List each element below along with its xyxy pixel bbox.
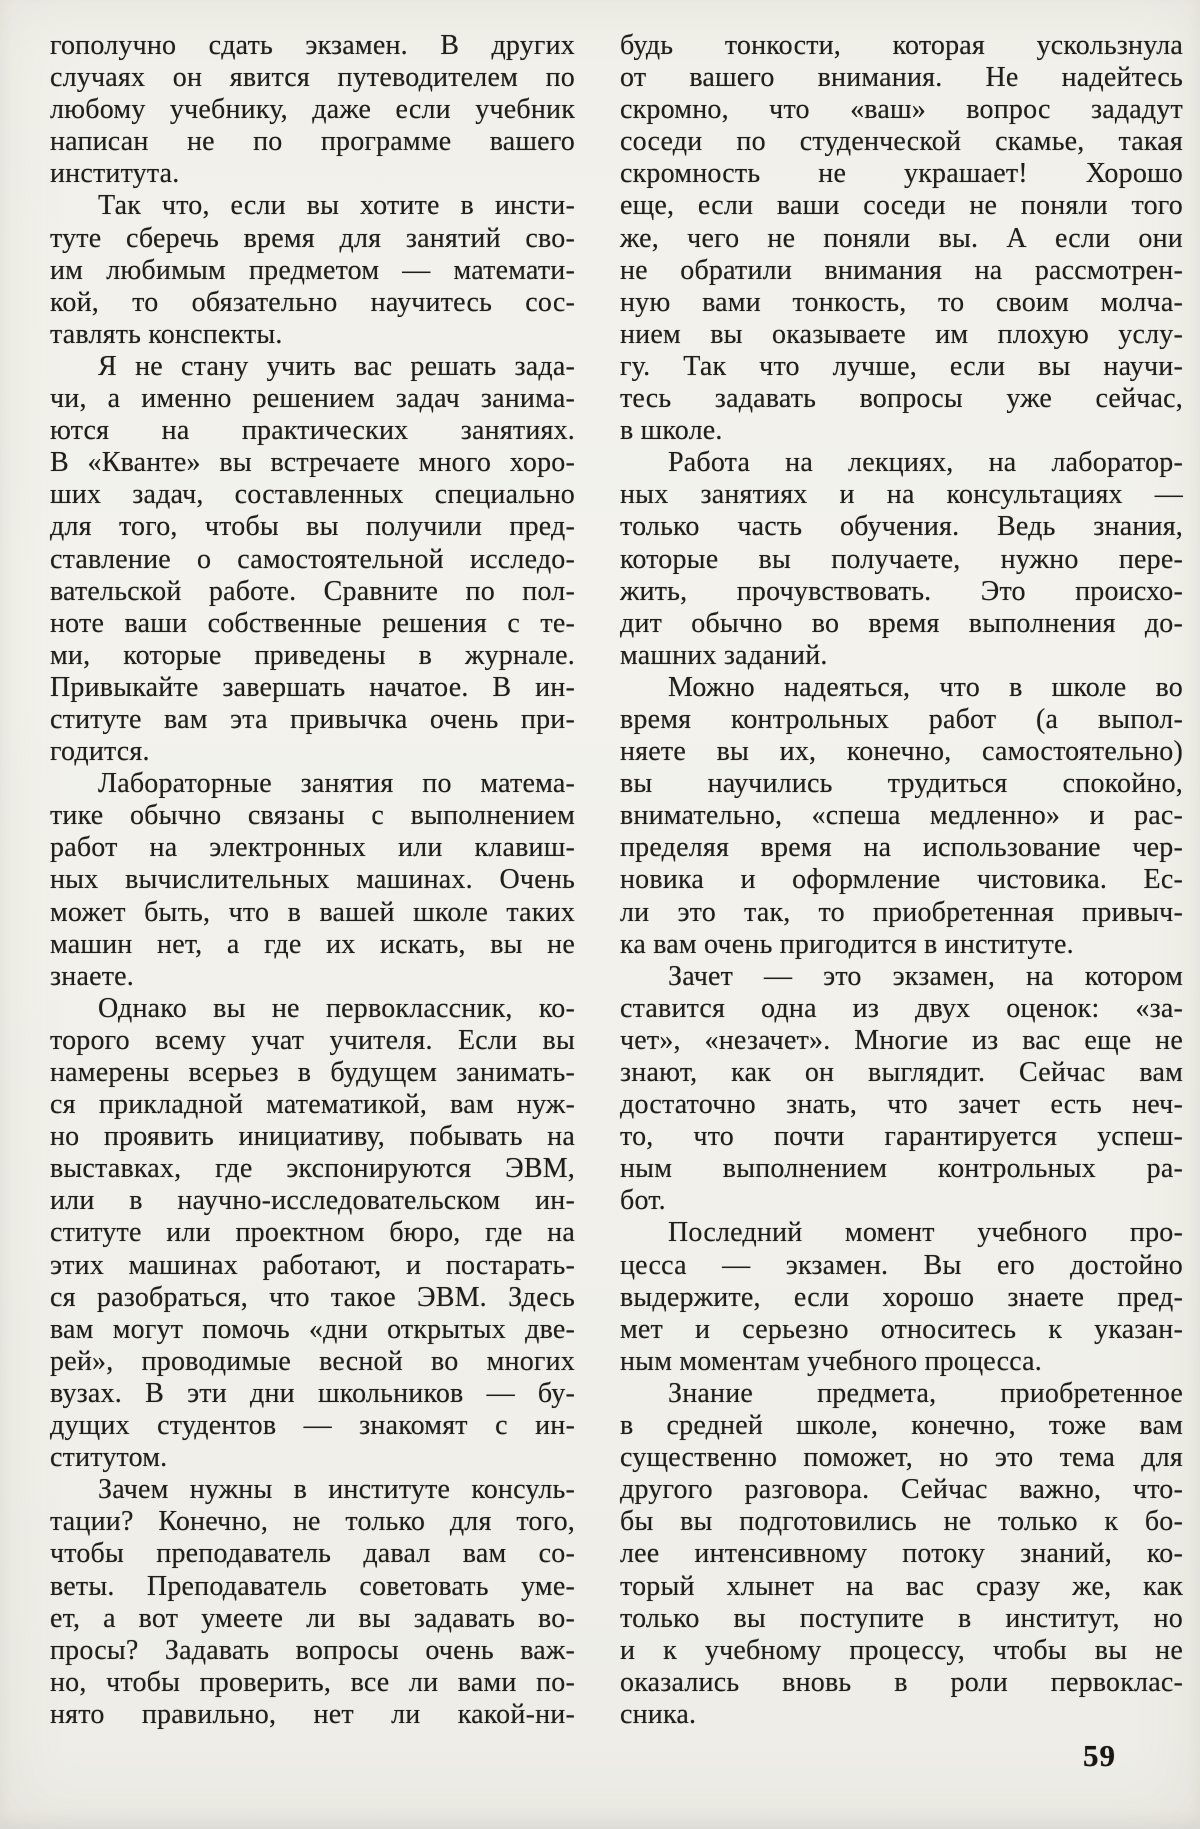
paragraph [620,30,1183,447]
text-line: тавлять конспекты. [50,318,283,350]
text-line: не обратили внимания на рассмотрен- [620,254,1183,286]
text-line: в средней школе, конечно, тоже вам [620,1410,1183,1442]
text-line: случаях он явится путеводителем по [50,62,575,94]
paragraph [50,993,575,1474]
text-line: оказались вновь в роли первоклас- [620,1666,1183,1698]
paragraph [50,1474,575,1731]
text-line: вательской работе. Сравните по пол- [50,575,575,607]
text-line: еще, если ваши соседи не поняли того [620,190,1183,222]
text-line: другого разговора. Сейчас важно, что- [620,1474,1183,1506]
text-line: тике обычно связаны с выполнением [50,800,575,832]
text-line: им любимым предметом — математи- [50,254,575,286]
text-line: Лабораторные занятия по матема- [98,768,575,800]
text-line: торого всему учат учителя. Если вы [50,1024,575,1056]
text-line: внимательно, «спеша медленно» и рас- [620,800,1183,832]
text-line: дит обычно во время выполнения до- [620,607,1183,639]
text-line: в школе. [620,415,723,447]
text-line: ститутом. [50,1442,168,1474]
right-column [620,30,1183,1731]
page-number: 59 [1083,1738,1116,1773]
text-line: этих машинах работают, и постарать- [50,1249,575,1281]
text-line: время контрольных работ (а выпол- [620,703,1183,735]
text-line: Последний момент учебного про- [668,1217,1183,1249]
text-line: В «Кванте» вы встречаете много хоро- [50,447,575,479]
text-line: мет и серьезно относитесь к указан- [620,1313,1183,1345]
text-line: ка вам очень пригодится в институте. [620,928,1074,960]
text-line: достаточно знать, что зачет есть неч- [620,1089,1183,1121]
text-line: Я не стану учить вас решать зада- [98,350,575,382]
text-line: машних заданий. [620,639,828,671]
paragraph [620,447,1183,672]
text-line: ную вами тонкость, то своим молча- [620,286,1183,318]
paragraph [50,190,575,350]
text-line: соседи по студенческой скамье, такая [620,126,1183,158]
text-line: новика и оформление чистовика. Ес- [620,864,1183,896]
text-line: ным моментам учебного процесса. [620,1345,1043,1377]
text-line: знаете. [50,960,134,992]
text-line: только часть обучения. Ведь знания, [620,511,1183,543]
text-line: ли это так, то приобретенная привыч- [620,896,1183,928]
text-line: которые вы получаете, нужно пере- [620,543,1183,575]
text-line: кой, то обязательно научитесь сос- [50,286,575,318]
text-line: Работа на лекциях, на лаборатор- [668,447,1183,479]
text-line: рей», проводимые весной во многих [50,1345,575,1377]
text-line: няете вы их, конечно, самостоятельно) [620,736,1183,768]
text-line: туте сберечь время для занятий сво- [50,222,575,254]
paragraph [620,1378,1183,1731]
text-line: Зачем нужны в институте консуль- [98,1474,575,1506]
text-line: или в научно-исследовательском ин- [50,1185,575,1217]
text-line: вузах. В эти дни школьников — бу- [50,1377,575,1409]
paragraph [620,1217,1183,1377]
text-line: от вашего внимания. Не надейтесь [620,62,1183,94]
text-line: ших задач, составленных специально [50,479,575,511]
text-line: торый хлынет на вас сразу же, как [620,1570,1183,1602]
text-line: чтобы преподаватель давал вам со- [50,1538,575,1570]
text-line: тации? Конечно, не только для того, [50,1506,575,1538]
text-line: то, что почти гарантируется успеш- [620,1121,1183,1153]
text-line: ных вычислительных машинах. Очень [50,864,575,896]
left-column [50,30,575,1731]
text-line: для того, чтобы вы получили пред- [50,511,575,543]
text-line: Можно надеяться, что в школе во [668,671,1183,703]
text-line: сника. [620,1698,697,1730]
text-line: дущих студентов — знакомят с ин- [50,1410,575,1442]
text-line: вам могут помочь «дни открытых две- [50,1313,575,1345]
text-line: Знание предмета, приобретенное [668,1377,1183,1409]
text-line: Зачет — это экзамен, на котором [668,960,1183,992]
text-line: намерены всерьез в будущем занимать- [50,1057,575,1088]
paragraph [50,768,575,993]
text-line: Однако вы не первоклассник, ко- [98,992,575,1024]
text-line: работ на электронных или клавиш- [50,832,575,864]
text-line: вы научились трудиться спокойно, [620,768,1183,800]
text-line: ных занятиях и на консультациях — [620,479,1183,511]
text-line: существенно поможет, но это тема для [620,1442,1183,1474]
text-columns [50,30,1183,1731]
text-line: но, чтобы проверить, все ли вами по- [50,1666,575,1698]
text-line: ся разобраться, что такое ЭВМ. Здесь [50,1281,575,1313]
text-line: выставках, где экспонируются ЭВМ, [50,1153,575,1185]
text-line: жить, прочувствовать. Это происхо- [620,575,1183,607]
text-line: цесса — экзамен. Вы его достойно [620,1249,1183,1281]
text-line: нято правильно, нет ли какой-ни- [50,1698,575,1730]
text-line: может быть, что в вашей школе таких [50,896,575,928]
text-line: ституте или проектном бюро, где на [50,1217,575,1249]
text-line: пределяя время на использование чер- [620,832,1183,864]
text-line: чи, а именно решением задач занима- [50,383,575,415]
text-line: Так что, если вы хотите в инсти- [98,190,575,222]
text-line: скромно, что «ваш» вопрос зададут [620,94,1183,126]
text-line: только вы поступите в институт, но [620,1602,1183,1634]
paragraph [620,672,1183,961]
text-line: бот. [620,1185,666,1217]
text-line: просы? Задавать вопросы очень важ- [50,1634,575,1666]
text-line: веты. Преподаватель советовать уме- [50,1570,575,1602]
text-line: нием вы оказываете им плохую услу- [620,318,1183,350]
text-line: ноте ваши собственные решения с те- [50,607,575,639]
text-line: лее интенсивному потоку знаний, ко- [620,1538,1183,1570]
text-line: ся прикладной математикой, вам нуж- [50,1089,575,1121]
text-line: ются на практических занятиях. [50,415,575,447]
paragraph [50,30,575,190]
text-line: будь тонкости, которая ускользнула [620,30,1183,61]
text-line: ставление о самостоятельной исследо- [50,543,575,575]
text-line: гу. Так что лучше, если вы научи- [620,350,1183,382]
text-line: же, чего не поняли вы. А если они [620,222,1183,254]
text-line: скромность не украшает! Хорошо [620,158,1183,190]
text-line: годится. [50,736,150,768]
text-line: ми, которые приведены в журнале. [50,639,575,671]
text-line: чет», «незачет». Многие из вас еще не [620,1024,1183,1056]
text-line: ставится одна из двух оценок: «за- [620,992,1183,1024]
text-line: Привыкайте завершать начатое. В ин- [50,671,575,703]
text-line: выдержите, если хорошо знаете пред- [620,1281,1183,1313]
text-line: написан не по программе вашего [50,126,575,158]
text-line: института. [50,158,180,190]
paragraph [50,351,575,768]
text-line: ным выполнением контрольных ра- [620,1153,1183,1185]
paragraph [620,961,1183,1218]
text-line: машин нет, а где их искать, вы не [50,928,575,960]
text-line: ституте вам эта привычка очень при- [50,703,575,735]
text-line: бы вы подготовились не только к бо- [620,1506,1183,1538]
text-line: но проявить инициативу, побывать на [50,1121,575,1153]
text-line: любому учебнику, даже если учебник [50,94,575,126]
text-line: ет, а вот умеете ли вы задавать во- [50,1602,575,1634]
text-line: и к учебному процессу, чтобы вы не [620,1634,1183,1666]
text-line: знают, как он выглядит. Сейчас вам [620,1057,1183,1088]
text-line: гополучно сдать экзамен. В других [50,30,575,61]
text-line: тесь задавать вопросы уже сейчас, [620,383,1183,415]
